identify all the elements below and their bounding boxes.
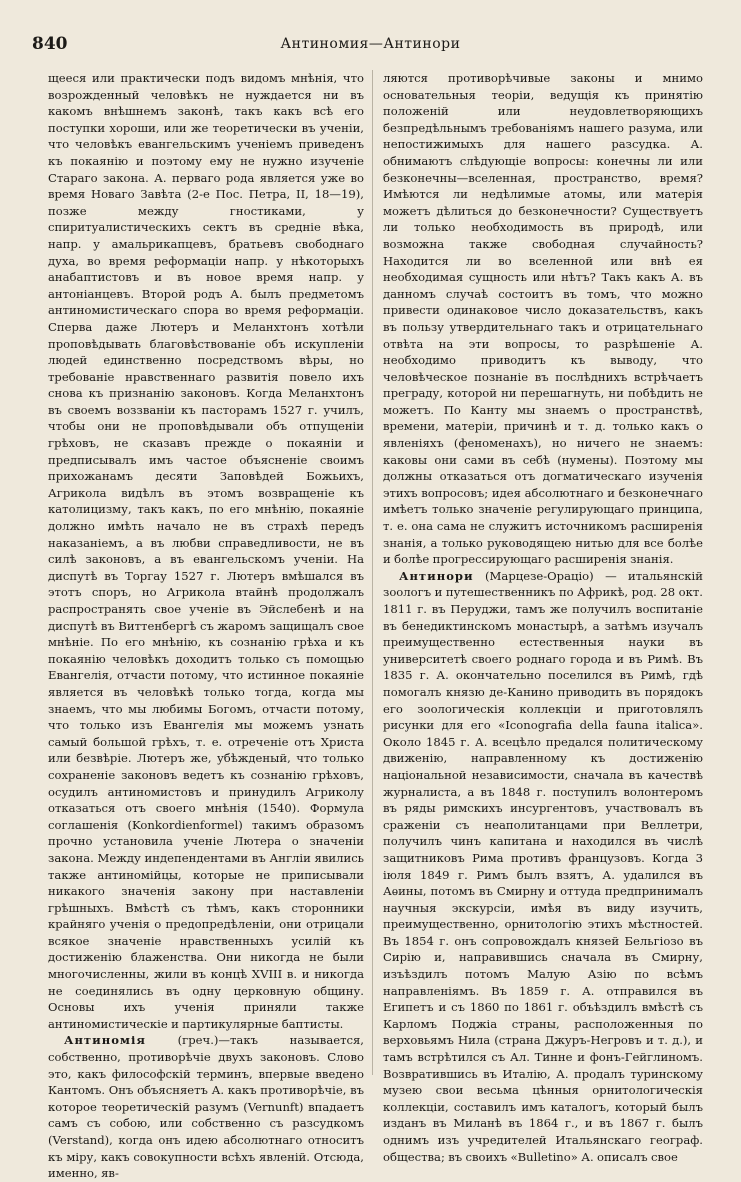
article-paragraph: ляются противорѣчивые законы и мнимо основательныя теоріи, ведущія къ принятію положеній или неудовлетворяющихъ безпредѣльнымъ требованіямъ нашего разума, или непостижимыхъ для нашего разсудка. А. обнимаютъ слѣдующіе вопросы: конечны ли или безконечны—вселенная, пространство, время? Имѣются ли недѣлимые атомы, или матерія можетъ дѣлиться до безконечности? Существуетъ ли только необходимость въ природѣ, или возможна также свободная случайность? Находится ли во вселенной или внѣ ея необходимая сущность или нѣтъ? Такъ какъ А. въ данномъ случаѣ состоитъ въ томъ, что можно привести одинаковое число доказательствъ, какъ въ пользу утвердительнаго такъ и отрицательнаго отвѣта на эти вопросы, то разрѣшеніе А. необходимо приводитъ къ выводу, что человѣческое познаніе въ послѣднихъ встрѣчаетъ преграду, которой ни перешагнуть, ни побѣдить не можетъ. По Канту мы знаемъ о пространствѣ, времени, матеріи, причинѣ и т. д. только какъ о явленіяхъ (феноменахъ), но ничего не знаемъ: каковы они сами въ себѣ (нумены). Поэтому мы должны отказаться отъ догматическаго изученія этихъ вопросовъ; идея абсолютнаго и безконечнаго имѣетъ только значеніе регулирующаго принципа, т. е. она сама не служитъ источникомъ расширенія знанія, а только руководящею нитью для все болѣе и болѣе прогрессирующаго расширенія знанія.	[383, 71, 703, 567]
entry-text: (Марцезе-Орацiо) — итальянскій зоологъ и путешественникъ по Африкѣ, род. 28 окт. 1811 г. въ Перуджи, тамъ же получилъ воспитаніе въ бенедиктинскомъ монастырѣ, а затѣмъ изучалъ преимущественно естественныя науки въ университетѣ своего роднаго города и въ Римѣ. Въ 1835 г. А. окончательно поселился въ Римѣ, гдѣ помогалъ князю де-Канино приводить въ порядокъ его зоологическія коллекціи и приготовлялъ рисунки для его «Iconografia della fauna italica». Около 1845 г. А. всецѣло предался политическому движенію, направленному къ достиженію національной независимости, сначала въ качествѣ журналиста, а въ 1848 г. поступилъ волонтеромъ въ ряды римскихъ инсургентовъ, участвовалъ въ сраженіи съ неаполитанцами при Веллетри, получилъ чинъ капитана и находился въ числѣ защитниковъ Рима противъ французовъ. Когда 3 іюля 1849 г. Римъ былъ взятъ, А. удалился въ Аѳины, потомъ въ Смирну и оттуда предпринималъ научныя экскурсіи, имѣя въ виду изучить, преимущественно, орнитологію этихъ мѣстностей. Въ 1854 г. онъ сопровождалъ князей Бельгіозо въ Сирію и, направившись сначала въ Смирну, изъѣздилъ потомъ Малую Азію по всѣмъ направленіямъ. Въ 1859 г. А. отправился въ Египетъ и съ 1860 по 1861 г. объѣздилъ вмѣстѣ съ Карломъ Поджіа страны, расположенныя по верховьямъ Нила (страна Джуръ-Негровъ и т. д.), и тамъ встрѣтился съ Ал. Тинне и фонъ-Гейглиномъ. Возвратившись въ Италію, А. продалъ туринскому музею свои весьма цѣнныя орнитологическія коллекціи, составилъ имъ каталогъ, который былъ изданъ въ Миланѣ въ 1864 г., и въ 1867 г. былъ однимъ изъ учредителей Итальянскаго географ. общества; въ своихъ «Bulletino» А. описалъ свое	[383, 568, 703, 1164]
page-number: 840	[32, 34, 68, 54]
right-column	[383, 70, 703, 1165]
column-divider	[372, 70, 373, 1075]
entry-headword: Антинори	[399, 568, 474, 583]
article-paragraph: щееся или практически подъ видомъ мнѣнія, что возрожденный человѣкъ не нуждается ни въ какомъ внѣшнемъ законѣ, такъ какъ всѣ его поступки хороши, или же теоретически въ ученіи, что человѣкъ евангельскимъ ученіемъ приведенъ къ покаянію и поэтому ему не нужно изученіе Стараго закона. А. перваго рода является уже во время Новаго Завѣта (2-е Пос. Петра, II, 18—19), позже между гностиками, у спиритуалистическихъ сектъ въ средніе вѣка, напр. у амальрикапцевъ, братьевъ свободнаго духа, во время реформаціи напр. у нѣкоторыхъ анабаптистовъ и въ новое время напр. у антоніанцевъ. Второй родъ А. былъ предметомъ антиномистическаго спора во время реформаціи. Сперва даже Лютеръ и Меланхтонъ хотѣли проповѣдывать благовѣствованіе объ искупленіи людей единственно посредствомъ вѣры, но требованіе нравственнаго развитія повело ихъ снова къ признанію законовъ. Когда Меланхтонъ въ своемъ воззваніи къ пасторамъ 1527 г. училъ, чтобы они не проповѣдывали объ отпущеніи грѣховъ, не сказавъ прежде о покаяніи и предписывалъ имъ частое объясненіе своимъ прихожанамъ десяти Заповѣдей Божьихъ, Агрикола видѣлъ въ этомъ возвращеніе къ католицизму, такъ какъ, по его мнѣнію, покаяніе должно имѣть начало не въ страхѣ передъ наказаніемъ, а въ любви справедливости, не въ силѣ законовъ, а въ евангельскомъ ученіи. На диспутѣ въ Торгау 1527 г. Лютеръ вмѣшался въ этотъ споръ, но Агрикола втайнѣ продолжалъ распространять свое ученіе въ Эйслебенѣ и на диспутѣ въ Виттенбергѣ съ жаромъ защищалъ свое мнѣніе. По его мнѣнію, къ сознанію грѣха и къ покаянію человѣкъ доходитъ только съ помощью Евангелія, отчасти потому, что истинное покаяніе является въ человѣкѣ только тогда, когда мы знаемъ, что мы любимы Богомъ, отчасти потому, что только изъ Евангелія мы можемъ узнать самый большой грѣхъ, т. е. отреченіе отъ Христа или безвѣріе. Лютеръ же, убѣжденый, что только сохраненіе законовъ ведетъ къ сознанію грѣховъ, осудилъ антиномистовъ и принудилъ Агриколу отказаться отъ своего мнѣнія (1540). Формула соглашенія (Konkordienformel) такимъ образомъ прочно установила ученіе Лютера о значеніи закона. Между индепендентами въ Англіи явились также антиномійцы, которые не приписывали никакого значенія закону при наставленіи грѣшныхъ. Вмѣстѣ съ тѣмъ, какъ сторонники крайняго ученія о предопредѣленіи, они отрицали всякое значеніе нравственныхъ усилій къ достиженію блаженства. Они никогда не были многочисленны, жили въ концѣ XVIII в. и никогда не соединялись въ одну церковную общину. Основы ихъ ученія приняли также антиномистическіе и партикулярные баптисты.	[48, 71, 364, 1031]
entry-antinomiya	[48, 1032, 364, 1181]
left-column	[48, 70, 364, 1182]
entry-antinori	[383, 568, 703, 1165]
page-header	[28, 34, 713, 58]
entry-text: (греч.)—такъ называется, собственно, противорѣчіе двухъ законовъ. Слово это, какъ философскій терминъ, впервые введено Кантомъ. Онъ объясняетъ А. какъ противорѣчіе, въ которое теоретическій разумъ (Vernunft) впадаетъ самъ съ собою, или собственно съ разсудкомъ (Verstand), когда онъ идею абсолютнаго относитъ къ міру, какъ совокупности всѣхъ явленій. Отсюда, именно, яв-	[48, 1033, 364, 1181]
entry-headword: Антиномія	[64, 1033, 146, 1048]
running-title: Антиномия—Антинори	[280, 36, 461, 52]
